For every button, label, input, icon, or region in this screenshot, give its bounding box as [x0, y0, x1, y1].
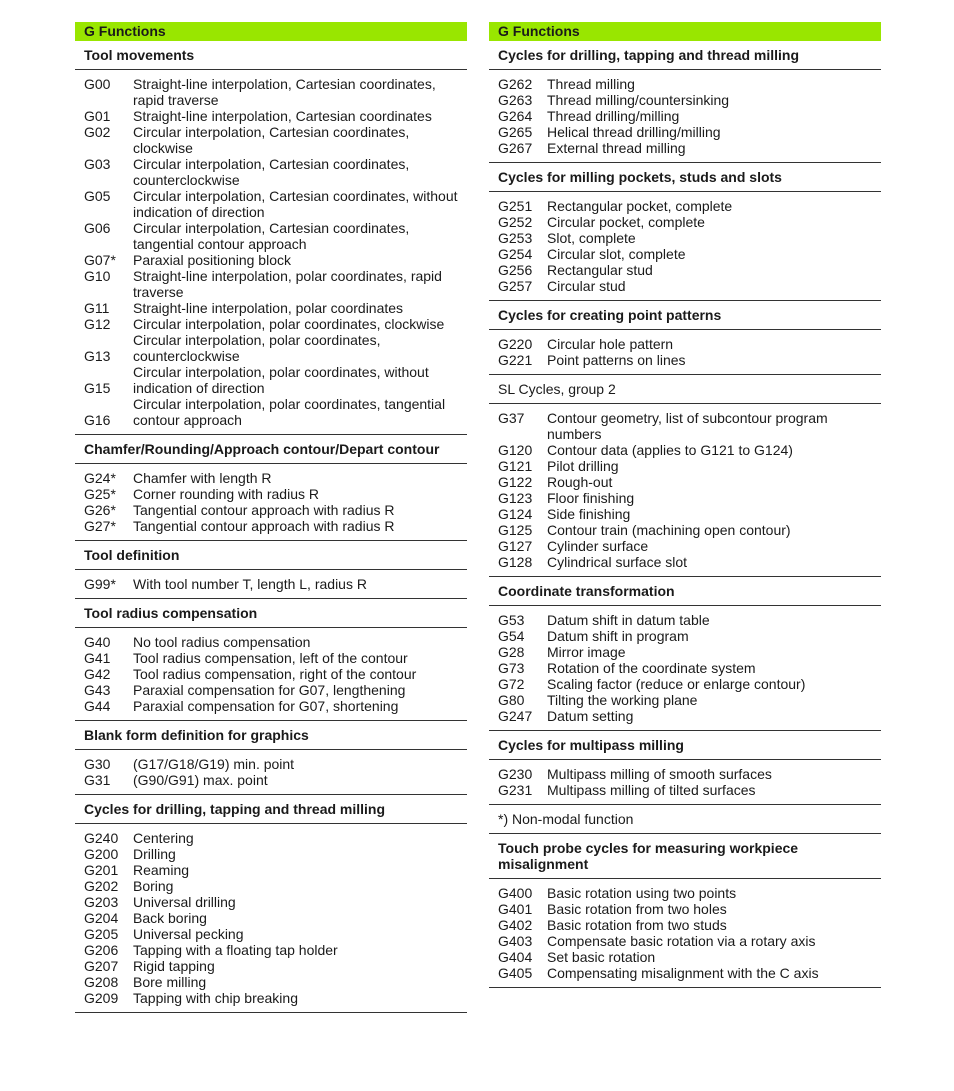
list-item	[75, 894, 467, 910]
g-code: G202	[84, 878, 119, 894]
g-code-description: Mirror image	[547, 644, 626, 660]
right-column	[489, 22, 881, 988]
section-title: Cycles for multipass milling	[489, 731, 881, 760]
list-item	[489, 278, 881, 294]
list-item	[75, 878, 467, 894]
g-code: G209	[84, 990, 119, 1006]
list-item	[75, 926, 467, 942]
g-code: G221	[498, 352, 533, 368]
left-column	[75, 22, 467, 1013]
g-code-description: Slot, complete	[547, 230, 636, 246]
g-code-description: Rotation of the coordinate system	[547, 660, 756, 676]
g-code: G230	[498, 766, 533, 782]
list-item	[489, 660, 881, 676]
g-code-description: Circular interpolation, polar coordinates, counterclockwise	[133, 332, 381, 364]
g-code-description: Paraxial positioning block	[133, 252, 291, 268]
list-item	[489, 933, 881, 949]
section-title: Tool radius compensation	[75, 599, 467, 628]
g-code-description: Contour data (applies to G121 to G124)	[547, 442, 793, 458]
section-title: Cycles for milling pockets, studs and slots	[489, 163, 881, 192]
list-item	[75, 910, 467, 926]
list-item	[75, 188, 467, 220]
g-code: G11	[84, 300, 110, 316]
g-code: G25*	[84, 486, 116, 502]
g-code: G265	[498, 124, 533, 140]
list-item	[489, 124, 881, 140]
g-code-description: Circular interpolation, Cartesian coordinates, tangential contour approach	[133, 220, 410, 252]
section-body	[75, 70, 467, 435]
g-code: G53	[498, 612, 525, 628]
g-code-description: Tapping with a floating tap holder	[133, 942, 338, 958]
list-item	[489, 766, 881, 782]
g-code: G401	[498, 901, 533, 917]
g-code: G28	[498, 644, 525, 660]
g-code-description: Circular interpolation, Cartesian coordinates, without indication of direction	[133, 188, 458, 220]
g-code-description: Straight-line interpolation, polar coordinates, rapid traverse	[133, 268, 442, 300]
g-code-description: Tangential contour approach with radius R	[133, 518, 395, 534]
g-code: G72	[498, 676, 525, 692]
section-body	[489, 606, 881, 731]
g-code: G231	[498, 782, 533, 798]
g-code: G30	[84, 756, 111, 772]
list-item	[75, 958, 467, 974]
list-item	[489, 628, 881, 644]
g-code-description: Tool radius compensation, right of the contour	[133, 666, 417, 682]
g-code-description: Pilot drilling	[547, 458, 619, 474]
list-item	[75, 268, 467, 300]
g-code: G37	[498, 410, 525, 426]
g-code: G204	[84, 910, 119, 926]
list-item	[489, 442, 881, 458]
g-code: G252	[498, 214, 533, 230]
list-item	[75, 316, 467, 332]
g-code-description: Side finishing	[547, 506, 631, 522]
g-code: G05	[84, 188, 111, 204]
g-code: G263	[498, 92, 533, 108]
g-code-description: Helical thread drilling/milling	[547, 124, 721, 140]
list-item	[489, 522, 881, 538]
g-code-description: With tool number T, length L, radius R	[133, 576, 367, 592]
g-code-description: Circular interpolation, polar coordinates, tangential contour approach	[133, 396, 446, 428]
section-body	[489, 879, 881, 988]
list-item	[75, 332, 467, 364]
list-item	[489, 262, 881, 278]
g-code: G264	[498, 108, 533, 124]
g-code-description: Basic rotation from two holes	[547, 901, 727, 917]
g-code-description: (G17/G18/G19) min. point	[133, 756, 295, 772]
g-code-description: Set basic rotation	[547, 949, 656, 965]
g-code: G405	[498, 965, 533, 981]
list-item	[75, 252, 467, 268]
section-title: Chamfer/Rounding/Approach contour/Depart contour	[75, 435, 467, 464]
g-code: G00	[84, 76, 111, 92]
g-code: G124	[498, 506, 533, 522]
list-item	[489, 782, 881, 798]
g-code: G41	[84, 650, 111, 666]
g-code-description: Compensating misalignment with the C axis	[547, 965, 819, 981]
list-item	[75, 470, 467, 486]
g-code-description: Universal drilling	[133, 894, 236, 910]
g-code-description: Chamfer with length R	[133, 470, 272, 486]
g-code-description: Corner rounding with radius R	[133, 486, 319, 502]
section-body	[75, 750, 467, 795]
footnote: *) Non-modal function	[489, 805, 881, 834]
list-item	[75, 650, 467, 666]
g-code-description: Multipass milling of smooth surfaces	[547, 766, 772, 782]
list-item	[75, 830, 467, 846]
g-code: G24*	[84, 470, 116, 486]
g-code: G15	[84, 380, 111, 396]
list-item	[489, 108, 881, 124]
list-item	[489, 554, 881, 570]
right-sections	[489, 41, 881, 988]
g-code: G400	[498, 885, 533, 901]
g-code-description: Bore milling	[133, 974, 207, 990]
g-code: G80	[498, 692, 525, 708]
list-item	[75, 396, 467, 428]
list-item	[75, 486, 467, 502]
g-code-description: Basic rotation using two points	[547, 885, 737, 901]
g-code-description: Thread drilling/milling	[547, 108, 680, 124]
list-item	[489, 474, 881, 490]
g-code-description: Basic rotation from two studs	[547, 917, 727, 933]
g-code: G254	[498, 246, 533, 262]
g-code: G06	[84, 220, 111, 236]
g-code-description: Universal pecking	[133, 926, 244, 942]
list-item	[489, 230, 881, 246]
g-code-description: Boring	[133, 878, 174, 894]
g-code: G122	[498, 474, 533, 490]
list-item	[75, 156, 467, 188]
g-code: G127	[498, 538, 533, 554]
g-code: G121	[498, 458, 533, 474]
list-item	[489, 506, 881, 522]
g-code: G31	[84, 772, 111, 788]
list-item	[75, 124, 467, 156]
list-item	[75, 846, 467, 862]
list-item	[489, 676, 881, 692]
list-item	[75, 634, 467, 650]
list-item	[489, 410, 881, 442]
section-body	[489, 192, 881, 301]
list-item	[489, 538, 881, 554]
g-code-description: Straight-line interpolation, polar coordinates	[133, 300, 404, 316]
list-item	[489, 76, 881, 92]
list-item	[489, 336, 881, 352]
list-item	[75, 76, 467, 108]
g-code: G16	[84, 412, 111, 428]
section-body	[75, 570, 467, 599]
g-code-description: Drilling	[133, 846, 176, 862]
g-code-description: Point patterns on lines	[547, 352, 686, 368]
g-code-description: Circular interpolation, polar coordinates, clockwise	[133, 316, 445, 332]
g-code: G12	[84, 316, 111, 332]
list-item	[75, 756, 467, 772]
g-code-description: Circular interpolation, polar coordinates, without indication of direction	[133, 364, 429, 396]
g-code-description: Datum shift in program	[547, 628, 689, 644]
list-item	[489, 140, 881, 156]
left-sections	[75, 41, 467, 1013]
section-title: Touch probe cycles for measuring workpiece misalignment	[489, 834, 881, 879]
g-code: G42	[84, 666, 111, 682]
g-code: G07*	[84, 252, 116, 268]
g-code: G10	[84, 268, 111, 284]
section-body	[489, 404, 881, 577]
list-item	[75, 220, 467, 252]
g-code: G200	[84, 846, 119, 862]
g-code: G73	[498, 660, 525, 676]
list-item	[489, 917, 881, 933]
g-code: G128	[498, 554, 533, 570]
g-code: G206	[84, 942, 119, 958]
section-body	[489, 760, 881, 805]
g-code: G404	[498, 949, 533, 965]
g-code: G402	[498, 917, 533, 933]
g-code-description: Thread milling	[547, 76, 635, 92]
section-body	[75, 824, 467, 1013]
g-code-description: Rough-out	[547, 474, 613, 490]
g-code: G240	[84, 830, 119, 846]
list-item	[489, 644, 881, 660]
g-code: G13	[84, 348, 111, 364]
g-code-description: Compensate basic rotation via a rotary axis	[547, 933, 816, 949]
g-code-description: Circular stud	[547, 278, 626, 294]
list-item	[489, 885, 881, 901]
g-code: G203	[84, 894, 119, 910]
section-title: Coordinate transformation	[489, 577, 881, 606]
list-item	[489, 490, 881, 506]
section-title: SL Cycles, group 2	[489, 375, 881, 404]
g-code-description: Circular interpolation, Cartesian coordinates, counterclockwise	[133, 156, 410, 188]
list-item	[75, 772, 467, 788]
list-item	[75, 862, 467, 878]
g-code-description: Paraxial compensation for G07, lengthening	[133, 682, 406, 698]
section-title: Cycles for creating point patterns	[489, 301, 881, 330]
list-item	[75, 502, 467, 518]
g-code: G120	[498, 442, 533, 458]
g-code-description: Tool radius compensation, left of the contour	[133, 650, 408, 666]
g-code-description: Cylinder surface	[547, 538, 649, 554]
g-code: G403	[498, 933, 533, 949]
list-item	[75, 682, 467, 698]
g-code-description: Circular interpolation, Cartesian coordinates, clockwise	[133, 124, 410, 156]
g-code: G40	[84, 634, 111, 650]
g-code-description: Rectangular stud	[547, 262, 653, 278]
g-code-description: Paraxial compensation for G07, shortening	[133, 698, 399, 714]
list-item	[75, 518, 467, 534]
list-item	[489, 949, 881, 965]
g-code: G54	[498, 628, 525, 644]
list-item	[489, 198, 881, 214]
section-title: Blank form definition for graphics	[75, 721, 467, 750]
g-code-description: Datum setting	[547, 708, 634, 724]
g-code-description: Circular hole pattern	[547, 336, 674, 352]
g-code: G03	[84, 156, 111, 172]
section-title: Tool movements	[75, 41, 467, 70]
list-item	[75, 576, 467, 592]
g-code-description: Contour geometry, list of subcontour program numbers	[547, 410, 828, 442]
g-code: G247	[498, 708, 533, 724]
g-code: G125	[498, 522, 533, 538]
section-body	[75, 628, 467, 721]
list-item	[75, 990, 467, 1006]
g-code-description: Centering	[133, 830, 194, 846]
g-code-description: Tapping with chip breaking	[133, 990, 298, 1006]
column-header: G Functions	[75, 22, 467, 41]
section-body	[489, 330, 881, 375]
list-item	[489, 692, 881, 708]
g-code-description: Straight-line interpolation, Cartesian coordinates, rapid traverse	[133, 76, 436, 108]
list-item	[75, 108, 467, 124]
list-item	[489, 214, 881, 230]
g-code-description: Scaling factor (reduce or enlarge contour)	[547, 676, 806, 692]
g-code: G207	[84, 958, 119, 974]
g-code: G99*	[84, 576, 116, 592]
list-item	[75, 300, 467, 316]
list-item	[489, 246, 881, 262]
section-title: Tool definition	[75, 541, 467, 570]
list-item	[489, 458, 881, 474]
list-item	[75, 666, 467, 682]
g-code-description: Cylindrical surface slot	[547, 554, 688, 570]
section-body	[489, 70, 881, 163]
g-code: G44	[84, 698, 111, 714]
g-code: G02	[84, 124, 111, 140]
list-item	[489, 965, 881, 981]
g-code-description: Tilting the working plane	[547, 692, 698, 708]
g-code-description: Rectangular pocket, complete	[547, 198, 733, 214]
g-code-description: Contour train (machining open contour)	[547, 522, 791, 538]
g-code-description: Circular slot, complete	[547, 246, 686, 262]
list-item	[489, 92, 881, 108]
section-title: Cycles for drilling, tapping and thread milling	[75, 795, 467, 824]
g-code: G26*	[84, 502, 116, 518]
list-item	[75, 974, 467, 990]
column-header: G Functions	[489, 22, 881, 41]
g-code: G27*	[84, 518, 116, 534]
g-code: G253	[498, 230, 533, 246]
g-code: G01	[84, 108, 111, 124]
section-body	[75, 464, 467, 541]
g-code-description: Floor finishing	[547, 490, 635, 506]
g-code-description: Straight-line interpolation, Cartesian coordinates	[133, 108, 432, 124]
g-code-description: Rigid tapping	[133, 958, 215, 974]
list-item	[75, 698, 467, 714]
g-code-description: Thread milling/countersinking	[547, 92, 730, 108]
g-code: G262	[498, 76, 533, 92]
g-code: G201	[84, 862, 119, 878]
g-code: G205	[84, 926, 119, 942]
g-code-description: No tool radius compensation	[133, 634, 311, 650]
list-item	[489, 352, 881, 368]
list-item	[489, 901, 881, 917]
g-code: G220	[498, 336, 533, 352]
g-code-description: External thread milling	[547, 140, 686, 156]
g-code: G208	[84, 974, 119, 990]
section-title: Cycles for drilling, tapping and thread milling	[489, 41, 881, 70]
g-code-description: Reaming	[133, 862, 190, 878]
list-item	[489, 708, 881, 724]
list-item	[75, 942, 467, 958]
g-code: G267	[498, 140, 533, 156]
g-code: G43	[84, 682, 111, 698]
list-item	[489, 612, 881, 628]
g-code-description: Datum shift in datum table	[547, 612, 710, 628]
g-code-description: Circular pocket, complete	[547, 214, 705, 230]
g-code-description: Multipass milling of tilted surfaces	[547, 782, 756, 798]
g-code: G256	[498, 262, 533, 278]
g-code-description: (G90/G91) max. point	[133, 772, 268, 788]
g-code-description: Back boring	[133, 910, 207, 926]
list-item	[75, 364, 467, 396]
g-code-description: Tangential contour approach with radius R	[133, 502, 395, 518]
g-code: G257	[498, 278, 533, 294]
g-code: G123	[498, 490, 533, 506]
g-code: G251	[498, 198, 533, 214]
